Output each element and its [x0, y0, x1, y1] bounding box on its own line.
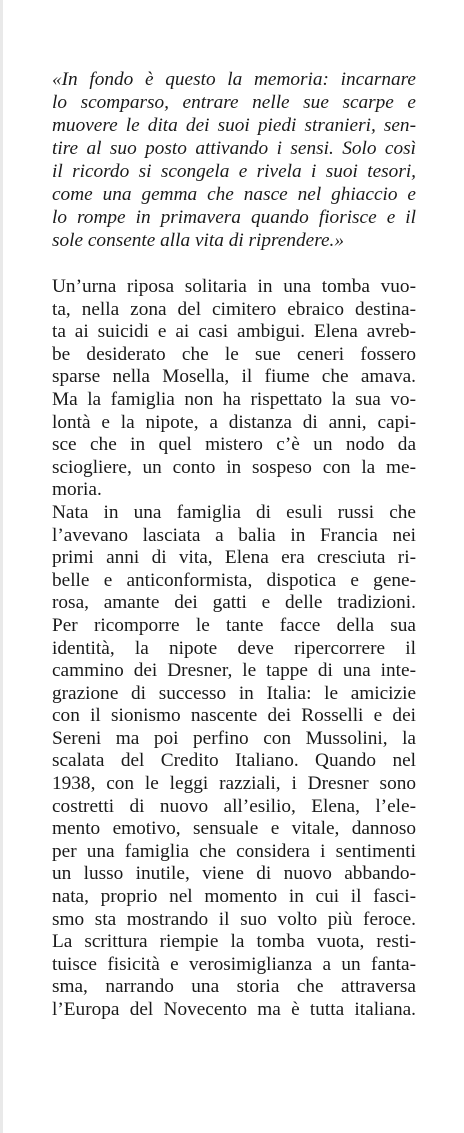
- body-line: scalata del Credito Italiano. Quando nel: [52, 750, 416, 772]
- quote-line: muovere le dita dei suoi piedi stranieri, sen-: [52, 115, 416, 136]
- body-line: rosa, amante dei gatti e delle tradizioni.: [52, 592, 416, 614]
- body-line: cammino dei Dresner, le tappe di una inte-: [52, 660, 416, 682]
- body-line: sma, narrando una storia che attraversa: [52, 976, 416, 998]
- quote-line: sole consente alla vita di riprendere.»: [52, 230, 345, 251]
- body-line: Ma la famiglia non ha rispettato la sua vo-: [52, 388, 416, 410]
- body-line: grazione di successo in Italia: le amicizie: [52, 682, 416, 704]
- body-line: per una famiglia che considera i sentimenti: [52, 840, 416, 862]
- body-line: 1938, con le leggi razziali, i Dresner sono: [52, 773, 416, 795]
- body-line: Per ricomporre le tante facce della sua: [52, 614, 416, 636]
- body-line: belle e anticonformista, dispotica e gene-: [52, 569, 416, 591]
- body-line: moria.: [52, 479, 102, 501]
- body-line: Nata in una famiglia di esuli russi che: [52, 501, 416, 523]
- body-line: l’Europa del Novecento ma è tutta italiana.: [52, 999, 416, 1020]
- body-line: sparse nella Mosella, il fiume che amava.: [52, 366, 416, 388]
- epigraph-quote: [52, 68, 416, 252]
- quote-line: il ricordo si scongela e rivela i suoi tesori,: [52, 161, 416, 182]
- quote-line: tire al suo posto attivando i sensi. Solo così: [52, 138, 416, 159]
- body-line: smo sta mostrando il suo volto più feroce.: [52, 908, 416, 930]
- body-line: Sereni ma poi perfino con Mussolini, la: [52, 727, 416, 749]
- blurb-text: [52, 276, 416, 1022]
- quote-line: lo scomparso, entrare nelle sue scarpe e: [52, 92, 416, 113]
- quote-line: «In fondo è questo la memoria: incarnare: [52, 69, 416, 90]
- body-line: con il sionismo nascente dei Rosselli e dei: [52, 705, 416, 727]
- quote-line: lo rompe in primavera quando fiorisce e il: [52, 207, 416, 228]
- body-line: identità, la nipote deve ripercorrere il: [52, 637, 416, 659]
- body-line: primi anni di vita, Elena era cresciuta ri-: [52, 547, 416, 569]
- body-line: ta, nella zona del cimitero ebraico destina-: [52, 298, 416, 320]
- body-line: un lusso inutile, viene di nuovo abbando-: [52, 863, 416, 885]
- body-line: ta ai suicidi e ai casi ambigui. Elena avreb-: [52, 321, 416, 343]
- body-line: sciogliere, un conto in sospeso con la me-: [52, 456, 416, 478]
- page-edge: [0, 0, 3, 1133]
- body-line: Un’urna riposa solitaria in una tomba vuo-: [52, 276, 416, 297]
- body-line: nata, proprio nel momento in cui il fasci-: [52, 886, 416, 908]
- body-line: be desiderato che le sue ceneri fossero: [52, 343, 416, 365]
- body-line: La scrittura riempie la tomba vuota, resti-: [52, 931, 416, 953]
- quote-line: come una gemma che nasce nel ghiaccio e: [52, 184, 416, 205]
- body-line: lontà e la nipote, a distanza di anni, capi-: [52, 411, 416, 433]
- body-line: l’avevano lasciata a balia in Francia nei: [52, 524, 416, 546]
- body-line: mento emotivo, sensuale e vitale, dannoso: [52, 818, 416, 840]
- body-line: sce che in quel mistero c’è un nodo da: [52, 434, 416, 456]
- body-line: tuisce fisicità e verosimiglianza a un fanta-: [52, 953, 416, 975]
- body-line: costretti di nuovo all’esilio, Elena, l’ele-: [52, 795, 416, 817]
